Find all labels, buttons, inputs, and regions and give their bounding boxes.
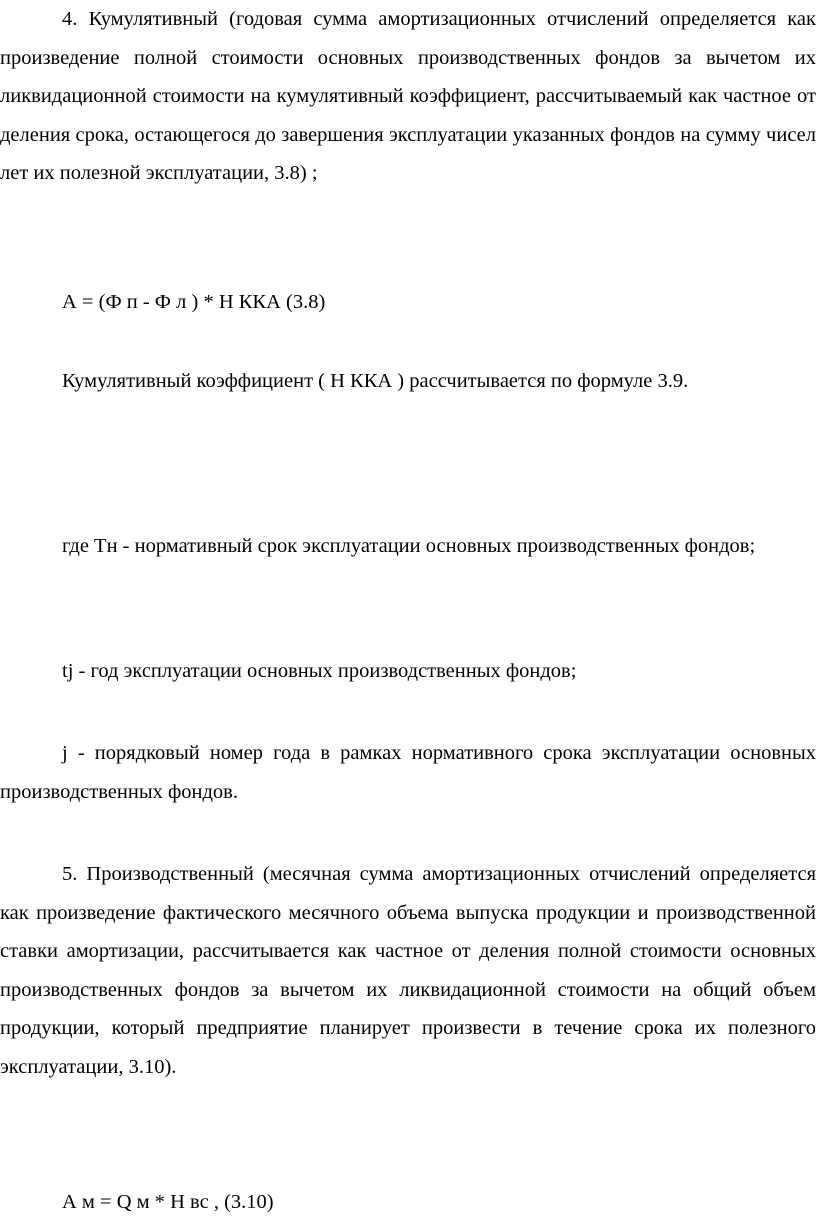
paragraph-production-method: 5. Производственный (месячная сумма амортизационных отчислений определяется как произведение фактического месячного объема выпуска продукции и производственной ставки амортизации, рассчитывается как частное от деления полной стоимости основных производственных фондов за вычетом их ликвидационной стоимости на общий объем продукции, который предприятие планирует произвести в течение срока их полезного эксплуатации, 3.10).	[0, 863, 816, 1078]
paragraph-tj-definition: tj - год эксплуатации основных производственных фондов;	[62, 660, 577, 682]
paragraph-tn-definition: где Тн - нормативный срок эксплуатации основных производственных фондов;	[62, 535, 756, 557]
paragraph-cumulative-coefficient: Кумулятивный коэффициент ( Н ККА ) рассчитывается по формуле 3.9.	[62, 370, 689, 392]
paragraph-j-definition: j - порядковый номер года в рамках нормативного срока эксплуатации основных производственных фондов.	[0, 742, 816, 803]
formula-3-10: А м = Q м * Н вс , (3.10)	[62, 1191, 274, 1213]
paragraph-cumulative-method: 4. Кумулятивный (годовая сумма амортизационных отчислений определяется как произведение полной стоимости основных производственных фондов за вычетом их ликвидационной стоимости на кумулятивный коэффициент, рассчитываемый как частное от деления срока, остающегося до завершения эксплуатации указанных фондов на сумму чисел лет их полезной эксплуатации, 3.8) ;	[0, 8, 816, 184]
formula-3-8: А = (Ф п - Ф л ) * Н ККА (3.8)	[62, 291, 326, 313]
